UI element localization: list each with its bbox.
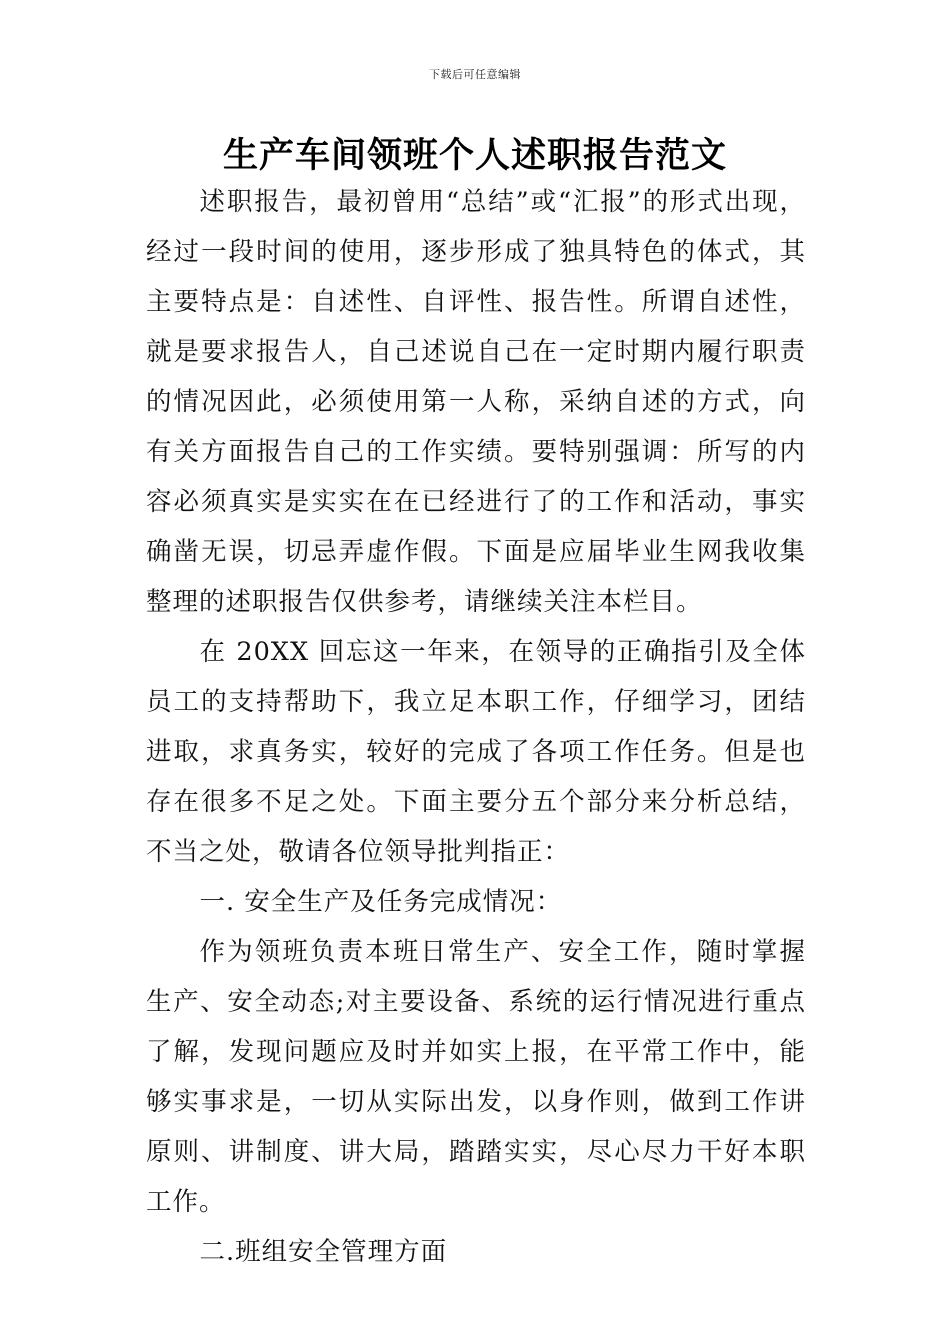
paragraph-safety-production: 作为领班负责本班日常生产、安全工作，随时掌握生产、安全动态;对主要设备、系统的运行情况进行重点了解，发现问题应及时并如实上报，在平常工作中，能够实事求是，一切从实际出发，以身作则，做到工作讲原则、讲制度、讲大局，踏踏实实，尽心尽力干好本职工作。 [146, 937, 806, 1217]
document-title: 生产车间领班个人述职报告范文 [222, 136, 727, 176]
section-heading-safety-production: 一. 安全生产及任务完成情况： [199, 887, 563, 917]
section-heading-team-safety: 二.班组安全管理方面 [199, 1237, 448, 1267]
document-body [146, 177, 806, 1277]
paragraph-intro: 述职报告，最初曾用“总结”或“汇报”的形式出现，经过一段时间的使用，逐步形成了独具特色的体式，其主要特点是：自述性、自评性、报告性。所谓自述性，就是要求报告人，自己述说自己在一定时期内履行职责的情况因此，必须使用第一人称，采纳自述的方式，向有关方面报告自己的工作实绩。要特别强调：所写的内容必须真实是实实在在已经进行了的工作和活动，事实确凿无误，切忌弄虚作假。下面是应届毕业生网我收集整理的述职报告仅供参考，请继续关注本栏目。 [146, 187, 806, 617]
download-note: 下载后可任意编辑 [429, 68, 521, 81]
paragraph-overview: 在 20XX 回忘这一年来，在领导的正确指引及全体员工的支持帮助下，我立足本职工作，仔细学习，团结进取，求真务实，较好的完成了各项工作任务。但是也存在很多不足之处。下面主要分五个部分来分析总结，不当之处，敬请各位领导批判指正： [146, 637, 806, 867]
